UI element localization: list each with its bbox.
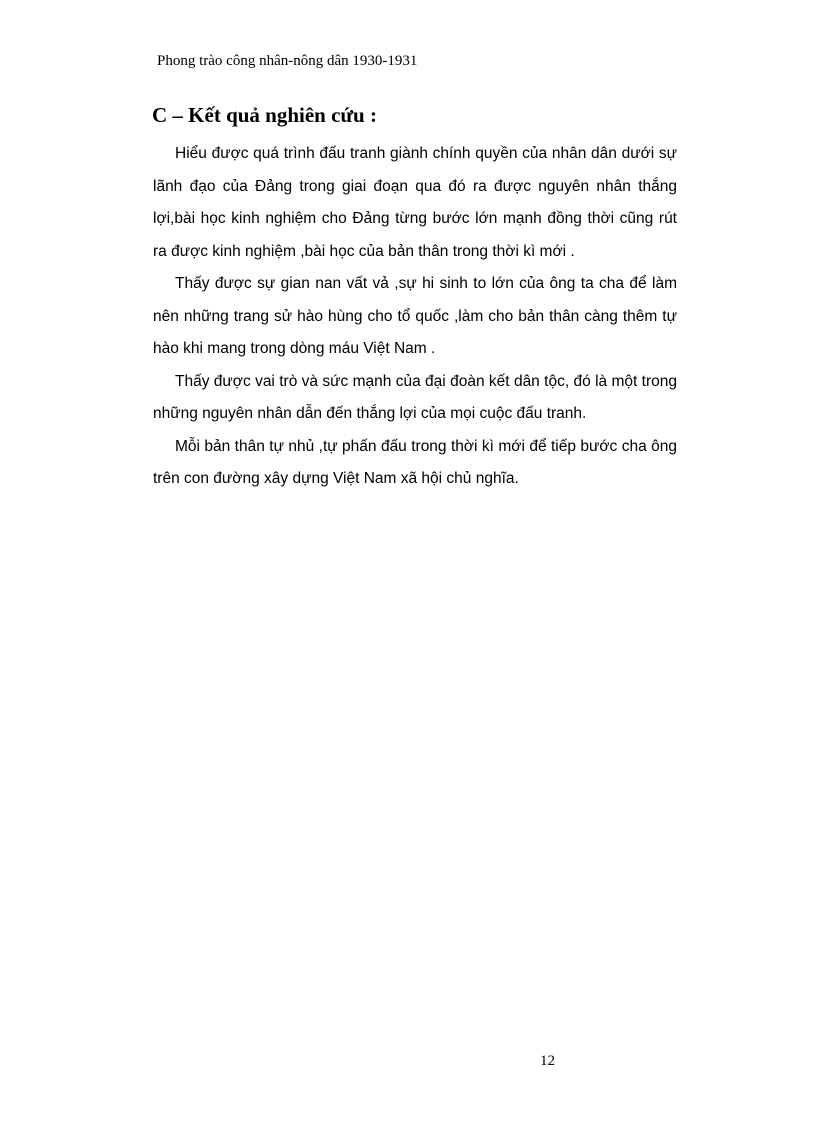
paragraph-1: Hiểu được quá trình đấu tranh giành chính quyền của nhân dân dưới sự lãnh đạo của Đảng trong giai đoạn qua đó ra được nguyên nhân thắng lợi,bài học kinh nghiệm cho Đảng từng bước lớn mạnh đồng thời cũng rút ra được kinh nghiệm ,bài học của bản thân trong thời kì mới . [153, 145, 677, 260]
paragraph-4: Mỗi bản thân tự nhủ ,tự phấn đấu trong thời kì mới để tiếp bước cha ông trên con đường xây dựng Việt Nam xã hội chủ nghĩa. [153, 437, 677, 487]
page-number: 12 [540, 1053, 555, 1069]
paragraph-2: Thấy được sự gian nan vất vả ,sự hi sinh to lớn của ông ta cha để làm nên những trang sử hào hùng cho tổ quốc ,làm cho bản thân càng thêm tự hào khi mang trong dòng máu Việt Nam . [153, 275, 677, 357]
running-header: Phong trào công nhân-nông dân 1930-1931 [157, 53, 418, 69]
body-text [153, 138, 677, 496]
paragraph-3: Thấy được vai trò và sức mạnh của đại đoàn kết dân tộc, đó là một trong những nguyên nhân dẫn đến thắng lợi của mọi cuộc đấu tranh. [153, 372, 677, 422]
section-heading: C – Kết quả nghiên cứu : [152, 103, 377, 127]
